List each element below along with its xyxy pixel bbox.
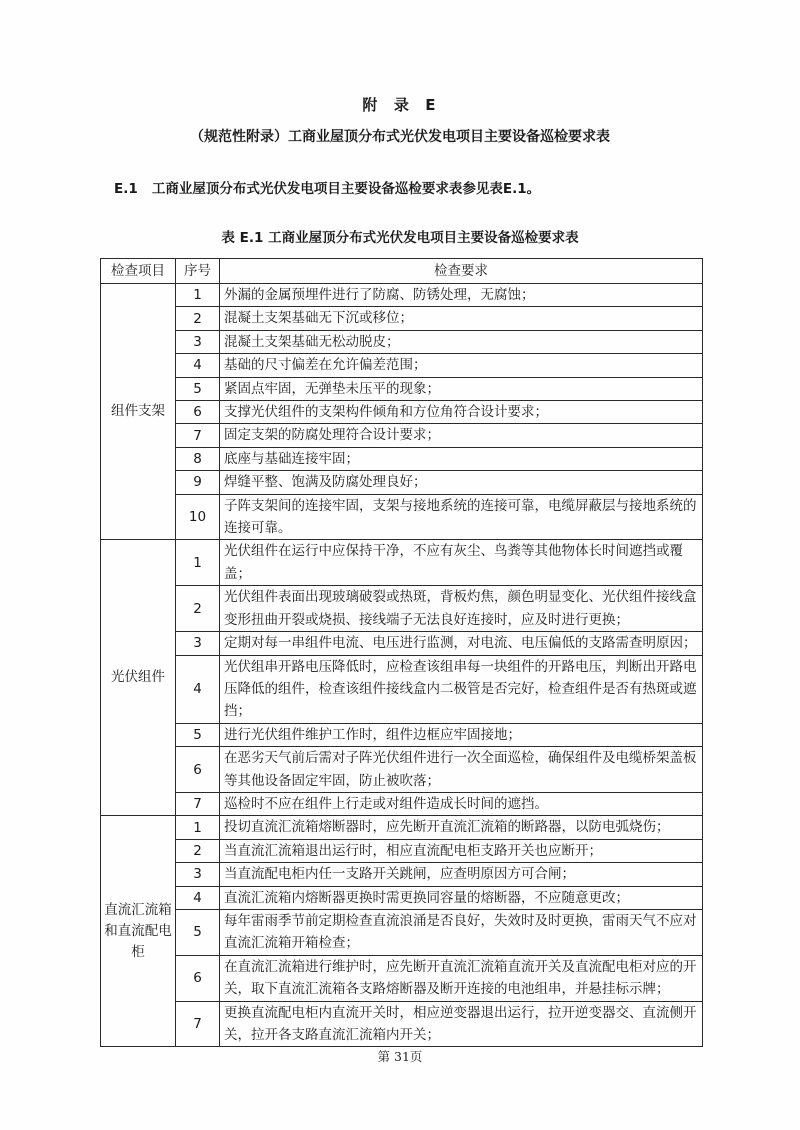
table-row bbox=[101, 723, 703, 746]
seq-no-cell: 2 bbox=[176, 307, 220, 330]
seq-no-cell: 7 bbox=[176, 1001, 220, 1047]
requirement-cell: 支撑光伏组件的支架构件倾角和方位角符合设计要求； bbox=[220, 401, 703, 424]
table-row bbox=[101, 447, 703, 470]
requirement-cell: 光伏组件在运行中应保持干净，不应有灰尘、鸟粪等其他物体长时间遮挡或覆盖； bbox=[220, 540, 703, 586]
requirement-cell: 定期对每一串组件电流、电压进行监测，对电流、电压偏低的支路需查明原因； bbox=[220, 632, 703, 655]
seq-no-cell: 8 bbox=[176, 447, 220, 470]
seq-no-cell: 3 bbox=[176, 863, 220, 886]
seq-no-cell: 5 bbox=[176, 377, 220, 400]
seq-no-cell: 6 bbox=[176, 955, 220, 1001]
seq-no-cell: 3 bbox=[176, 330, 220, 353]
requirement-cell: 进行光伏组件维护工作时，组件边框应牢固接地； bbox=[220, 723, 703, 746]
table-row bbox=[101, 1001, 703, 1047]
table-row bbox=[101, 909, 703, 955]
table-row bbox=[101, 632, 703, 655]
requirement-cell: 每年雷雨季节前定期检查直流浪涌是否良好，失效时及时更换，雷雨天气不应对直流汇流箱开箱检查； bbox=[220, 909, 703, 955]
table-header-row bbox=[101, 259, 703, 284]
seq-no-cell: 2 bbox=[176, 586, 220, 632]
table-row bbox=[101, 354, 703, 377]
seq-no-cell: 4 bbox=[176, 354, 220, 377]
table-row bbox=[101, 816, 703, 839]
requirement-cell: 固定支架的防腐处理符合设计要求； bbox=[220, 424, 703, 447]
category-cell: 直流汇流箱和直流配电柜 bbox=[101, 816, 176, 1047]
seq-no-cell: 2 bbox=[176, 839, 220, 862]
table-body bbox=[101, 284, 703, 1047]
table-row bbox=[101, 401, 703, 424]
seq-no-cell: 4 bbox=[176, 886, 220, 909]
table-row bbox=[101, 494, 703, 540]
seq-no-cell: 5 bbox=[176, 723, 220, 746]
requirement-cell: 混凝土支架基础无松动脱皮； bbox=[220, 330, 703, 353]
requirement-cell: 光伏组串开路电压降低时，应检查该组串每一块组件的开路电压，判断出开路电压降低的组件，检查该组件接线盒内二极管是否完好，检查组件是否有热斑或遮挡； bbox=[220, 655, 703, 723]
requirement-cell: 在直流汇流箱进行维护时，应先断开直流汇流箱直流开关及直流配电柜对应的开关，取下直流汇流箱各支路熔断器及断开连接的电池组串，并悬挂标示牌； bbox=[220, 955, 703, 1001]
header-check-requirement: 检查要求 bbox=[220, 259, 703, 284]
table-row bbox=[101, 540, 703, 586]
table-row bbox=[101, 655, 703, 723]
requirement-cell: 更换直流配电柜内直流开关时，相应逆变器退出运行，拉开逆变器交、直流侧开关，拉开各支路直流汇流箱内开关； bbox=[220, 1001, 703, 1047]
table-row bbox=[101, 839, 703, 862]
table-row bbox=[101, 863, 703, 886]
header-check-item: 检查项目 bbox=[101, 259, 176, 284]
requirement-cell: 底座与基础连接牢固； bbox=[220, 447, 703, 470]
intro-paragraph: E.1 工商业屋顶分布式光伏发电项目主要设备巡检要求表参见表E.1。 bbox=[114, 181, 541, 197]
requirement-cell: 当直流汇流箱退出运行时，相应直流配电柜支路开关也应断开； bbox=[220, 839, 703, 862]
seq-no-cell: 6 bbox=[176, 747, 220, 793]
requirement-cell: 子阵支架间的连接牢固，支架与接地系统的连接可靠，电缆屏蔽层与接地系统的连接可靠。 bbox=[220, 494, 703, 540]
table-row bbox=[101, 955, 703, 1001]
requirement-cell: 在恶劣天气前后需对子阵光伏组件进行一次全面巡检，确保组件及电缆桥架盖板等其他设备固定牢固，防止被吹落； bbox=[220, 747, 703, 793]
table-row bbox=[101, 424, 703, 447]
requirement-cell: 投切直流汇流箱熔断器时，应先断开直流汇流箱的断路器，以防电弧烧伤； bbox=[220, 816, 703, 839]
seq-no-cell: 5 bbox=[176, 909, 220, 955]
table-row bbox=[101, 330, 703, 353]
seq-no-cell: 1 bbox=[176, 540, 220, 586]
header-seq-no: 序号 bbox=[176, 259, 220, 284]
requirement-cell: 光伏组件表面出现玻璃破裂或热斑，背板灼焦，颜色明显变化、光伏组件接线盒变形扭曲开裂或烧损、接线端子无法良好连接时，应及时进行更换； bbox=[220, 586, 703, 632]
seq-no-cell: 4 bbox=[176, 655, 220, 723]
category-cell: 组件支架 bbox=[101, 284, 176, 540]
requirement-cell: 外漏的金属预埋件进行了防腐、防锈处理，无腐蚀； bbox=[220, 284, 703, 307]
requirement-cell: 紧固点牢固，无弹垫未压平的现象； bbox=[220, 377, 703, 400]
seq-no-cell: 1 bbox=[176, 816, 220, 839]
requirement-cell: 混凝土支架基础无下沉或移位； bbox=[220, 307, 703, 330]
appendix-subtitle: （规范性附录）工商业屋顶分布式光伏发电项目主要设备巡检要求表 bbox=[190, 129, 610, 145]
table-row bbox=[101, 471, 703, 494]
table-row bbox=[101, 377, 703, 400]
seq-no-cell: 1 bbox=[176, 284, 220, 307]
inspection-table bbox=[100, 258, 703, 1047]
table-row bbox=[101, 307, 703, 330]
seq-no-cell: 10 bbox=[176, 494, 220, 540]
seq-no-cell: 7 bbox=[176, 792, 220, 815]
table-row bbox=[101, 792, 703, 815]
table-caption: 表 E.1 工商业屋顶分布式光伏发电项目主要设备巡检要求表 bbox=[221, 230, 579, 246]
table-row bbox=[101, 886, 703, 909]
requirement-cell: 基础的尺寸偏差在允许偏差范围； bbox=[220, 354, 703, 377]
requirement-cell: 直流汇流箱内熔断器更换时需更换同容量的熔断器，不应随意更改； bbox=[220, 886, 703, 909]
requirement-cell: 焊缝平整、饱满及防腐处理良好； bbox=[220, 471, 703, 494]
seq-no-cell: 9 bbox=[176, 471, 220, 494]
seq-no-cell: 6 bbox=[176, 401, 220, 424]
page-number: 第 31页 bbox=[377, 1049, 423, 1064]
appendix-title: 附 录 E bbox=[362, 96, 438, 114]
seq-no-cell: 7 bbox=[176, 424, 220, 447]
category-cell: 光伏组件 bbox=[101, 540, 176, 816]
table-row bbox=[101, 747, 703, 793]
requirement-cell: 巡检时不应在组件上行走或对组件造成长时间的遮挡。 bbox=[220, 792, 703, 815]
table-row bbox=[101, 586, 703, 632]
seq-no-cell: 3 bbox=[176, 632, 220, 655]
requirement-cell: 当直流配电柜内任一支路开关跳闸，应查明原因方可合闸； bbox=[220, 863, 703, 886]
table-row bbox=[101, 284, 703, 307]
